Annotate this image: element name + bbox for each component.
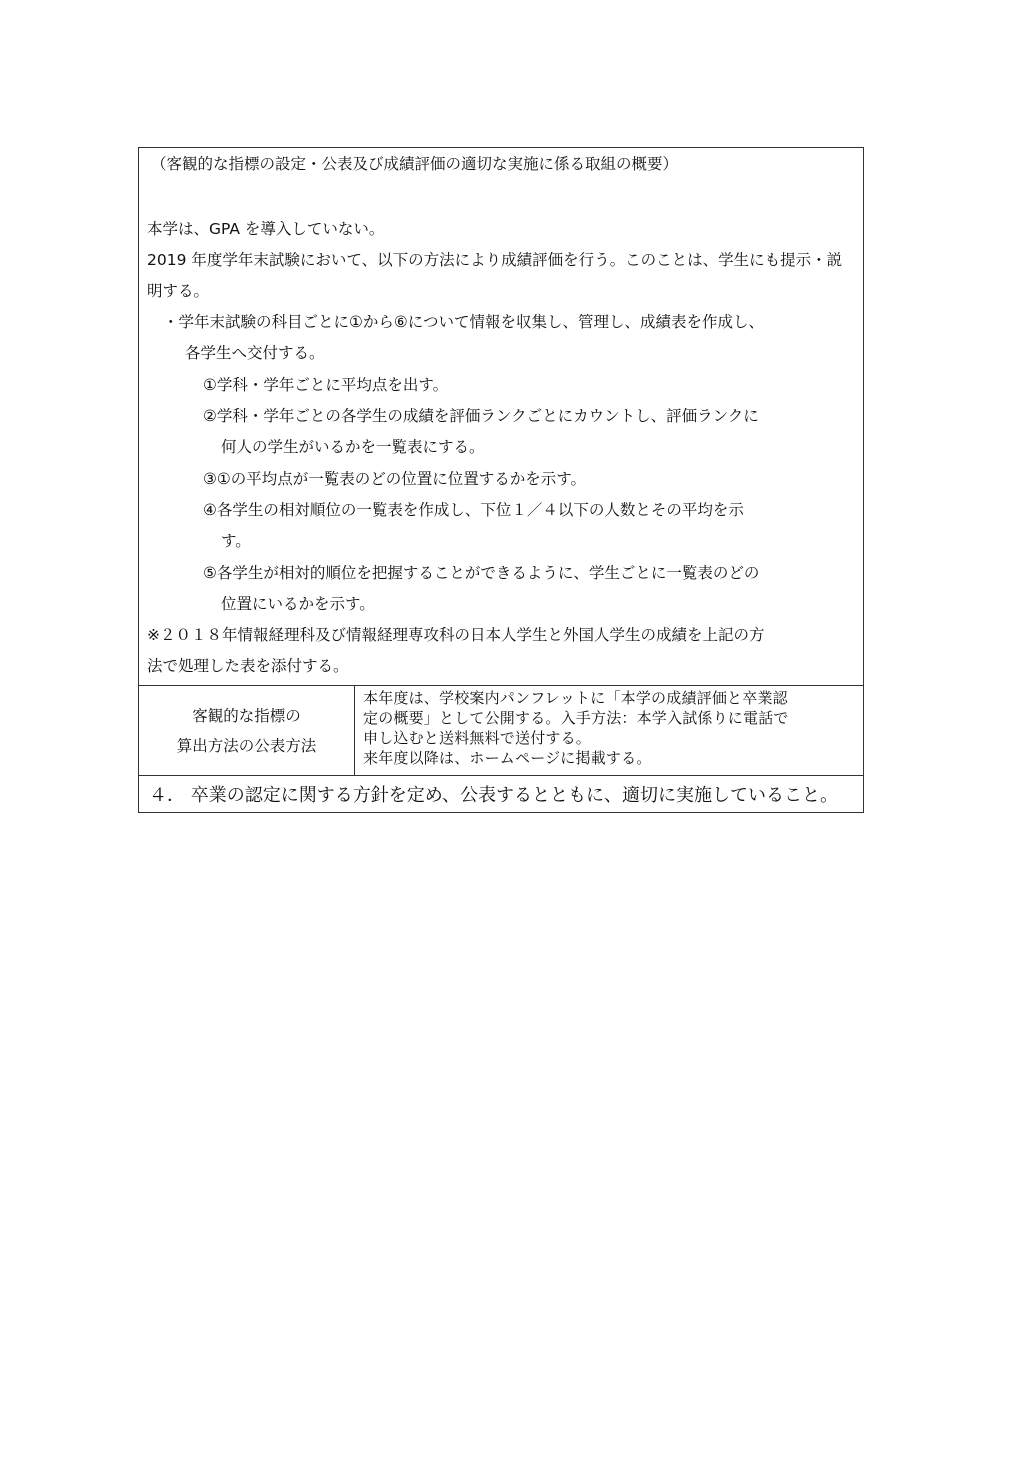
evaluation-summary-cell xyxy=(139,148,863,686)
summary-note: 法で処理した表を添付する。 xyxy=(147,657,349,675)
label-line: 算出方法の公表方法 xyxy=(176,736,317,755)
summary-item: ②学科・学年ごとの各学生の成績を評価ランクごとにカウントし、評価ランクに xyxy=(203,407,759,425)
summary-line: 2019 年度学年末試験において、以下の方法により成績評価を行う。このことは、学生にも提示・説 xyxy=(147,251,843,269)
evaluation-table xyxy=(138,147,864,813)
summary-item: ①学科・学年ごとに平均点を出す。 xyxy=(203,376,449,394)
summary-item: ④各学生の相対順位の一覧表を作成し、下位１／４以下の人数とその平均を示 xyxy=(203,501,744,519)
method-line: 定の概要」として公開する。入手方法：本学入試係りに電話で xyxy=(363,709,789,727)
publication-method-label xyxy=(139,686,355,775)
summary-item-continued: 位置にいるかを示す。 xyxy=(221,595,375,613)
summary-note: ※２０１８年情報経理科及び情報経理専攻科の日本人学生と外国人学生の成績を上記の方 xyxy=(147,626,765,644)
method-line: 申し込むと送料無料で送付する。 xyxy=(363,729,592,747)
method-line: 来年度以降は、ホームページに掲載する。 xyxy=(363,749,652,767)
method-line: 本年度は、学校案内パンフレットに「本学の成績評価と卒業認 xyxy=(363,689,788,707)
summary-item-continued: す。 xyxy=(221,532,251,550)
summary-line: 明する。 xyxy=(147,282,210,300)
summary-item: ⑤各学生が相対的順位を把握することができるように、学生ごとに一覧表のどの xyxy=(203,564,760,582)
summary-line: ・学年末試験の科目ごとに①から⑥について情報を収集し、管理し、成績表を作成し、 xyxy=(163,313,764,331)
section-4-heading: ４． 卒業の認定に関する方針を定め、公表するとともに、適切に実施していること。 xyxy=(149,785,838,806)
summary-heading: （客観的な指標の設定・公表及び成績評価の適切な実施に係る取組の概要） xyxy=(151,155,679,173)
label-line: 客観的な指標の xyxy=(192,706,301,725)
publication-method-row xyxy=(139,686,863,776)
publication-method-body xyxy=(355,686,863,775)
summary-item: ③①の平均点が一覧表のどの位置に位置するかを示す。 xyxy=(203,470,587,488)
summary-item-continued: 何人の学生がいるかを一覧表にする。 xyxy=(221,438,485,456)
summary-line: 本学は、GPA を導入していない。 xyxy=(147,220,385,238)
summary-line: 各学生へ交付する。 xyxy=(185,344,325,362)
